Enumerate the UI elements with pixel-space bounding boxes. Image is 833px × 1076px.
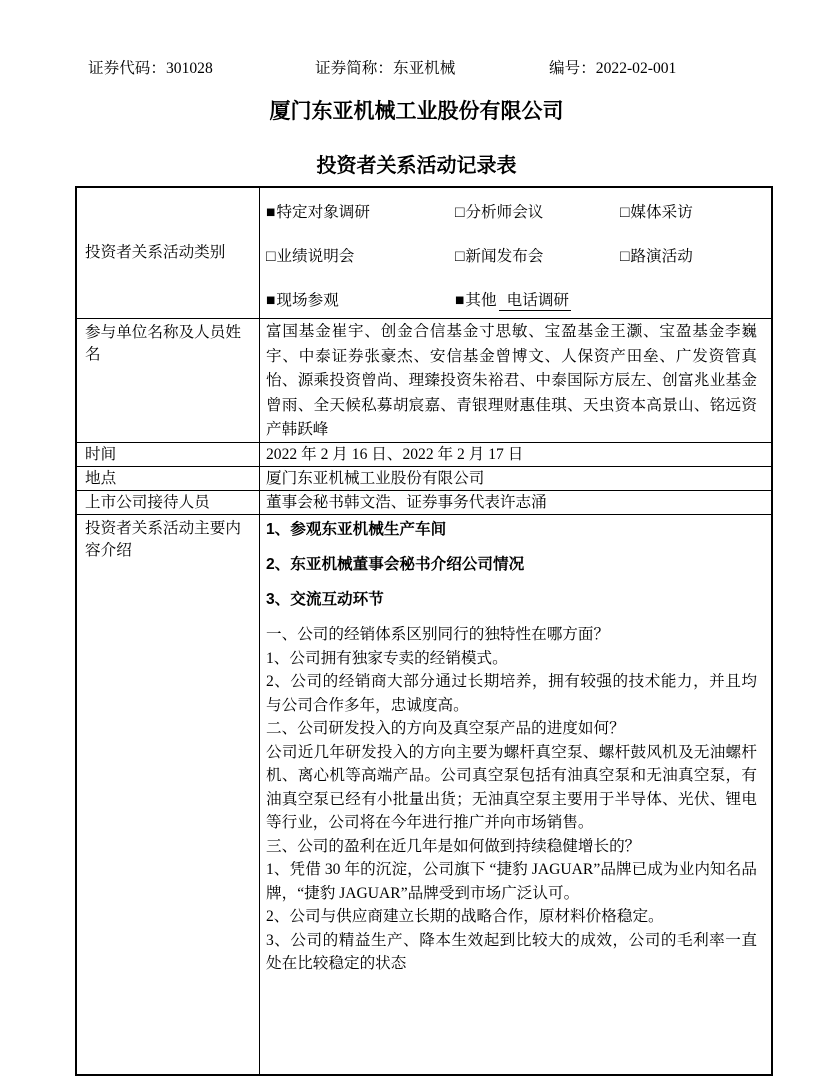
checkbox-unchecked-icon: □: [620, 204, 630, 221]
stock-name-value: 东亚机械: [392, 60, 456, 77]
document-number-value: 2022-02-001: [595, 60, 677, 77]
ir-activity-table: [75, 186, 773, 1076]
checkbox-label: 业绩说明会: [276, 248, 355, 265]
checkbox-unchecked-icon: □: [266, 248, 276, 265]
qa-paragraph: 3、公司的精益生产、降本生效起到比较大的成效，公司的毛利率一直处在比较稳定的状态: [266, 931, 757, 972]
checkbox-specific-object-research: [266, 200, 455, 222]
agenda-item: 1、参观东亚机械生产车间: [266, 521, 447, 538]
agenda-item: 3、交流互动环节: [266, 591, 384, 608]
table-row-main-content: [77, 514, 771, 1074]
table-row-activity-category: [77, 188, 771, 318]
checkbox-line: [266, 288, 765, 310]
stock-code: [88, 56, 213, 78]
row-label-location: 地点: [77, 467, 260, 490]
table-row-participants: [77, 318, 771, 442]
checkbox-unchecked-icon: □: [455, 248, 465, 265]
qa-paragraph: 公司近几年研发投入的方向主要为螺杆真空泵、螺杆鼓风机及无油螺杆机、离心机等高端产品。公司真空泵包括有油真空泵和无油真空泵，有油真空泵已经有小批量出货；无油真空泵主要用于半导体、光伏、锂电等行业，公司将在今年进行推广并向市场销售。: [266, 743, 757, 831]
checkbox-site-visit: [266, 288, 455, 310]
checkbox-checked-icon: ■: [455, 292, 465, 309]
document-number: [549, 56, 676, 78]
checkbox-press-conference: [455, 244, 620, 266]
checkbox-checked-icon: ■: [266, 292, 276, 309]
reception-staff-value: 董事会秘书韩文浩、证券事务代表许志涌: [266, 493, 547, 511]
checkbox-roadshow: [620, 244, 693, 266]
stock-code-value: 301028: [165, 60, 213, 77]
qa-paragraph: 1、凭借 30 年的沉淀，公司旗下 “捷豹 JAGUAR”品牌已成为业内知名品牌，“捷豹 JAGUAR”品牌受到市场广泛认可。: [266, 861, 757, 902]
qa-section: [266, 623, 757, 976]
checkbox-unchecked-icon: □: [455, 204, 465, 221]
table-row-reception-staff: [77, 490, 771, 514]
row-label-main-content: 投资者关系活动主要内容介绍: [77, 515, 260, 1074]
time-value: 2022 年 2 月 16 日、2022 年 2 月 17 日: [266, 445, 524, 463]
participants-value: 富国基金崔宇、创金合信基金寸思敏、宝盈基金王灏、宝盈基金李巍宇、中泰证券张豪杰、安信基金曾博文、人保资产田垒、广发资管真怡、源乘投资曾尚、理臻投资朱裕君、中泰国际方辰左、创富兆业基金曾雨、全天候私募胡宸嘉、青银理财惠佳琪、天虫资本高景山、铭远资产韩跃峰: [266, 323, 757, 438]
checkbox-earnings-briefing: [266, 244, 455, 266]
main-content-body: [260, 515, 771, 1074]
document-header: [0, 56, 833, 78]
checkbox-label: 分析师会议: [465, 204, 544, 221]
checkbox-label: 其他: [465, 292, 497, 309]
checkbox-label: 路演活动: [630, 248, 693, 265]
activity-category-options: [260, 188, 771, 318]
agenda-item: 2、东亚机械董事会秘书介绍公司情况: [266, 556, 525, 573]
checkbox-other: [455, 288, 571, 310]
stock-name: [315, 56, 455, 78]
company-title: 厦门东亚机械工业股份有限公司: [269, 100, 564, 123]
checkbox-line: [266, 200, 765, 222]
row-label-participants: 参与单位名称及人员姓名: [77, 319, 260, 442]
checkbox-label: 新闻发布会: [465, 248, 544, 265]
qa-paragraph: 1、公司拥有独家专卖的经销模式。: [266, 649, 508, 667]
checkbox-line: [266, 244, 765, 266]
qa-paragraph: 2、公司的经销商大部分通过长期培养，拥有较强的技术能力，并且均与公司合作多年，忠诚度高。: [266, 673, 757, 714]
table-row-time: [77, 442, 771, 466]
other-activity-value: 电话调研: [499, 292, 571, 311]
document-number-label: 编号：: [549, 60, 596, 77]
table-row-location: [77, 466, 771, 490]
row-label-reception-staff: 上市公司接待人员: [77, 491, 260, 514]
checkbox-label: 现场参观: [276, 292, 339, 309]
qa-paragraph: 二、公司研发投入的方向及真空泵产品的进度如何？: [266, 720, 625, 737]
checkbox-label: 特定对象调研: [276, 204, 370, 221]
checkbox-analyst-meeting: [455, 200, 620, 222]
checkbox-unchecked-icon: □: [620, 248, 630, 265]
stock-name-label: 证券简称：: [315, 60, 393, 77]
row-label-time: 时间: [77, 443, 260, 466]
stock-code-label: 证券代码：: [88, 60, 166, 77]
checkbox-label: 媒体采访: [630, 204, 693, 221]
qa-paragraph: 三、公司的盈利在近几年是如何做到持续稳健增长的？: [266, 837, 641, 855]
checkbox-media-interview: [620, 200, 693, 222]
checkbox-checked-icon: ■: [266, 204, 276, 221]
location-value: 厦门东亚机械工业股份有限公司: [266, 469, 485, 487]
qa-paragraph: 2、公司与供应商建立长期的战略合作，原材料价格稳定。: [266, 908, 664, 925]
page-title: 投资者关系活动记录表: [316, 155, 517, 177]
row-label-activity-category: 投资者关系活动类别: [77, 188, 260, 318]
qa-paragraph: 一、公司的经销体系区别同行的独特性在哪方面？: [266, 626, 610, 643]
